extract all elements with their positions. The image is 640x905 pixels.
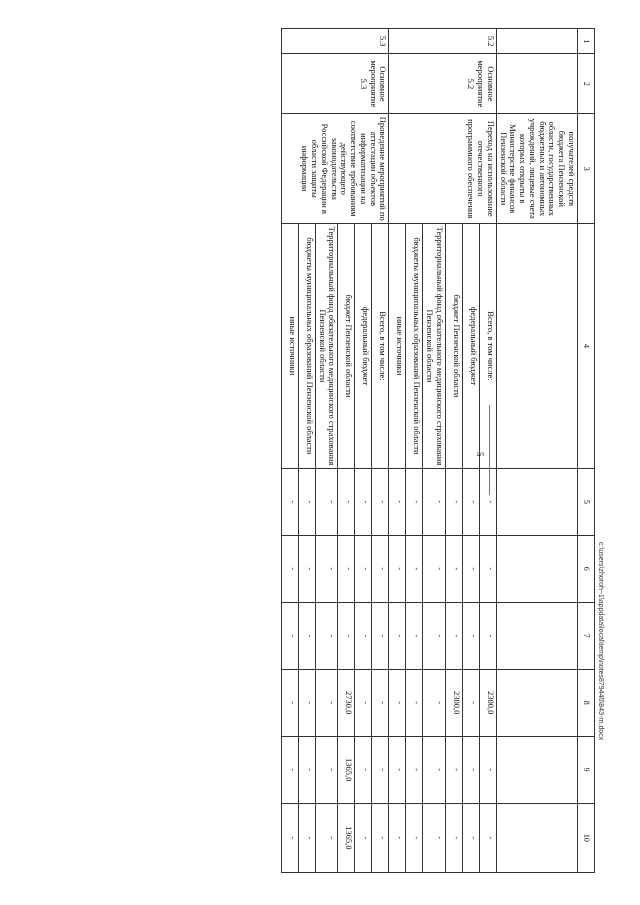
amount-cell: - [372, 468, 389, 535]
amount-cell: 1365,0 [338, 736, 355, 803]
amount-cell: - [315, 803, 338, 872]
column-number: 6 [578, 535, 595, 602]
funding-source: иные источники [281, 224, 298, 469]
measure-name: Переход на использование отечественного программного обеспечения [389, 114, 497, 224]
measure-number: 5.3 [281, 29, 389, 54]
empty-cell [496, 29, 577, 54]
column-number-row [578, 29, 595, 873]
amount-cell: - [406, 669, 423, 736]
column-number: 5 [578, 468, 595, 535]
amount-cell: - [479, 736, 496, 803]
amount-cell: - [315, 736, 338, 803]
amount-cell: - [355, 669, 372, 736]
amount-cell: - [462, 468, 479, 535]
funding-source: Территориальный фонд обязательного медицинского страхования Пензенской области [315, 224, 338, 469]
amount-cell: - [462, 535, 479, 602]
funding-source: бюджет Пензенской области [445, 224, 462, 469]
amount-cell: - [298, 669, 315, 736]
amount-cell: - [406, 602, 423, 669]
amount-cell: - [389, 602, 406, 669]
amount-cell: - [315, 602, 338, 669]
column-number: 8 [578, 669, 595, 736]
amount-cell: - [315, 535, 338, 602]
empty-cell [496, 224, 577, 469]
empty-cell [496, 54, 577, 114]
empty-cell [496, 803, 577, 872]
amount-cell: - [406, 535, 423, 602]
empty-cell [496, 669, 577, 736]
column-number: 1 [578, 29, 595, 54]
empty-cell [496, 468, 577, 535]
divider-line [489, 405, 490, 495]
amount-cell: 2300,0 [445, 669, 462, 736]
amount-cell: - [372, 602, 389, 669]
amount-cell: - [372, 736, 389, 803]
amount-cell: - [281, 803, 298, 872]
amount-cell: - [389, 669, 406, 736]
funding-source: Всего, в том числе: [372, 224, 389, 469]
amount-cell: - [423, 669, 446, 736]
amount-cell: - [406, 803, 423, 872]
amount-cell: - [372, 669, 389, 736]
amount-cell: - [315, 669, 338, 736]
amount-cell: - [355, 468, 372, 535]
amount-cell: - [389, 535, 406, 602]
amount-cell: - [479, 468, 496, 535]
column-number: 3 [578, 114, 595, 224]
amount-cell: 2300,0 [479, 669, 496, 736]
amount-cell: - [462, 602, 479, 669]
amount-cell: - [479, 602, 496, 669]
amount-cell: - [479, 535, 496, 602]
amount-cell: - [389, 803, 406, 872]
amount-cell: - [423, 468, 446, 535]
column-number: 7 [578, 602, 595, 669]
amount-cell: 2730,0 [338, 669, 355, 736]
page-number: 5 [475, 452, 485, 457]
amount-cell: - [338, 535, 355, 602]
amount-cell: - [423, 803, 446, 872]
amount-cell: - [462, 736, 479, 803]
funding-source: бюджеты муниципальных образований Пензенской области [298, 224, 315, 469]
amount-cell: - [479, 803, 496, 872]
amount-cell: - [372, 535, 389, 602]
amount-cell: - [462, 669, 479, 736]
amount-cell: - [462, 803, 479, 872]
amount-cell: - [338, 602, 355, 669]
funding-source: Всего, в том числе: [479, 224, 496, 469]
funding-source: бюджеты муниципальных образований Пензенской области [406, 224, 423, 469]
table-row [372, 29, 389, 873]
amount-cell: - [298, 736, 315, 803]
amount-cell: - [423, 602, 446, 669]
amount-cell: - [355, 736, 372, 803]
amount-cell: - [445, 803, 462, 872]
amount-cell: - [406, 736, 423, 803]
footer-file-path: c:\users\zhoroh~1\appdata\local\temp\notes879440\843-rn.docx [597, 542, 604, 741]
amount-cell: - [355, 602, 372, 669]
amount-cell: - [423, 736, 446, 803]
measure-type: Основное мероприятие 5.3 [281, 54, 389, 114]
amount-cell: - [372, 803, 389, 872]
column-number: 4 [578, 224, 595, 469]
amount-cell: - [445, 736, 462, 803]
amount-cell: - [298, 602, 315, 669]
amount-cell: - [281, 535, 298, 602]
amount-cell: - [445, 535, 462, 602]
amount-cell: - [298, 535, 315, 602]
measure-type: Основное мероприятие 5.2 [389, 54, 497, 114]
funding-source: Территориальный фонд обязательного медицинского страхования Пензенской области [423, 224, 446, 469]
continuation-row [496, 29, 577, 873]
continuation-text: получателей средств бюджета Пензенской области, государственных бюджетных и автономных учреждений, лицевые счета которых открыты в Министерстве финансов Пензенской области [496, 114, 577, 224]
amount-cell: - [281, 468, 298, 535]
funding-source: федеральный бюджет [462, 224, 479, 469]
funding-table [281, 28, 595, 873]
empty-cell [496, 535, 577, 602]
amount-cell: - [281, 602, 298, 669]
amount-cell: - [423, 535, 446, 602]
measure-name: Проведение мероприятий по аттестации объектов информатизации на соответствие требованиям действующего законодательства Российской Федерации в области защиты информации [281, 114, 389, 224]
measure-number: 5.2 [389, 29, 497, 54]
amount-cell: - [389, 736, 406, 803]
rotated-page-content [90, 28, 595, 873]
amount-cell: - [281, 669, 298, 736]
column-number: 2 [578, 54, 595, 114]
amount-cell: - [406, 468, 423, 535]
amount-cell: - [355, 535, 372, 602]
amount-cell: - [298, 468, 315, 535]
amount-cell: - [355, 803, 372, 872]
column-number: 9 [578, 736, 595, 803]
empty-cell [496, 602, 577, 669]
funding-source: иные источники [389, 224, 406, 469]
amount-cell: - [315, 468, 338, 535]
amount-cell: - [445, 468, 462, 535]
empty-cell [496, 736, 577, 803]
funding-source: бюджет Пензенской области [338, 224, 355, 469]
column-number: 10 [578, 803, 595, 872]
amount-cell: - [298, 803, 315, 872]
funding-source: федеральный бюджет [355, 224, 372, 469]
amount-cell: - [445, 602, 462, 669]
amount-cell: - [281, 736, 298, 803]
amount-cell: 1365,0 [338, 803, 355, 872]
amount-cell: - [389, 468, 406, 535]
amount-cell: - [338, 468, 355, 535]
table-row [479, 29, 496, 873]
